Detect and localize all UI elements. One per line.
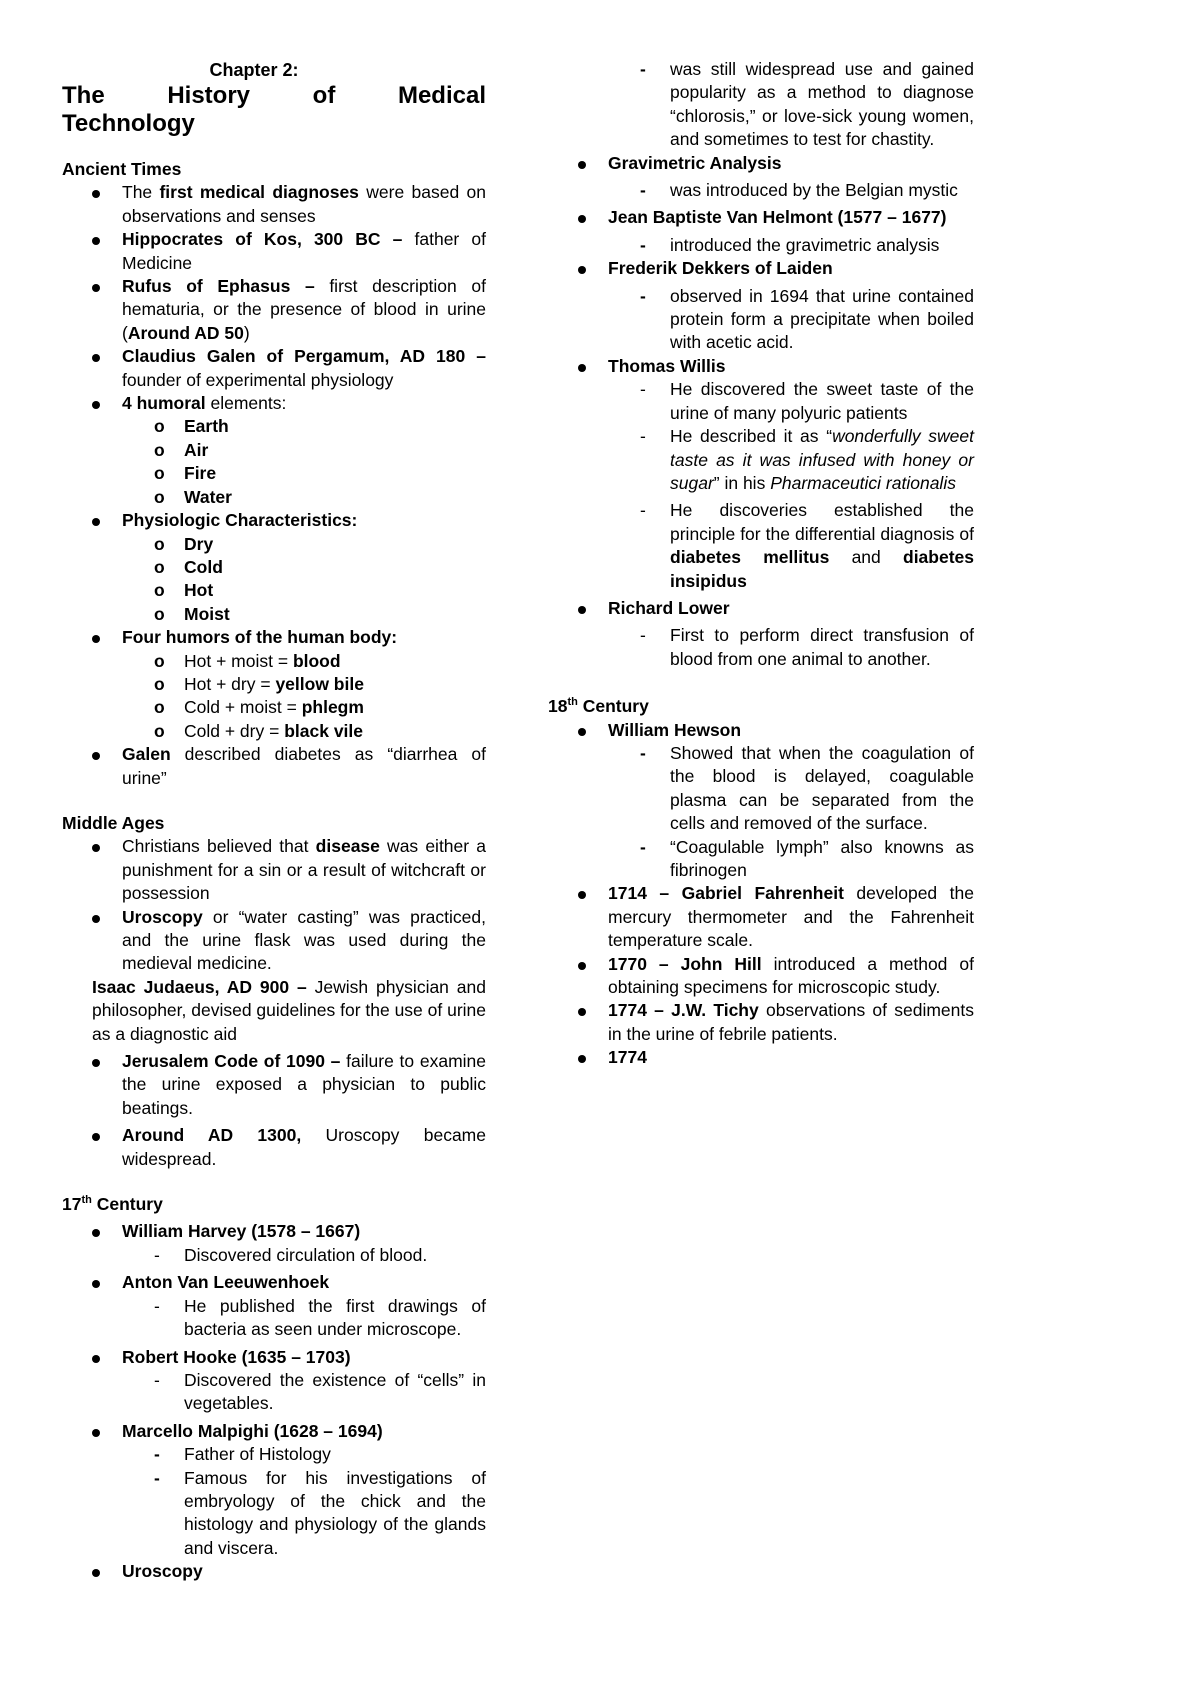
bullet-icon — [92, 1280, 100, 1288]
list-item: Jean Baptiste Van Helmont (1577 – 1677) — [548, 206, 974, 229]
list-item: Robert Hooke (1635 – 1703) — [62, 1346, 486, 1369]
bullet-icon — [92, 1429, 100, 1437]
dash-list-item: - He published the first drawings of bacteria as seen under microscope. — [154, 1295, 486, 1340]
dash-list-item: - Discovered circulation of blood. — [154, 1244, 428, 1265]
dash-list-item: - First to perform direct transfusion of blood from one animal to another. — [640, 625, 974, 669]
section-heading-18th-century: 18th Century — [548, 696, 649, 717]
list-item: Hippocrates of Kos, 300 BC – father of Medicine — [62, 228, 486, 275]
sub-list-item: o Cold + dry = black vile — [154, 720, 364, 741]
list-item: Gravimetric Analysis — [548, 152, 974, 175]
dash-list-item: - Discovered the existence of “cells” in vegetables. — [154, 1369, 486, 1414]
list-item: 4 humoral elements: — [62, 392, 486, 415]
list-item: Four humors of the human body: — [62, 626, 486, 649]
list-item: Anton Van Leeuwenhoek — [62, 1271, 486, 1294]
dash-list-item: - Famous for his investigations of embryology of the chick and the histology and physiology of the glands and viscera. — [154, 1467, 486, 1558]
right-column — [548, 58, 974, 1070]
sub-list-item: o Dry — [154, 533, 214, 554]
list-item: Around AD 1300, Uroscopy became widespread. — [62, 1124, 486, 1171]
bullet-icon — [92, 1229, 100, 1237]
bullet-icon — [92, 1059, 100, 1067]
list-item: 1770 – John Hill introduced a method of obtaining specimens for microscopic study. — [548, 953, 974, 1000]
sub-list-item: o Cold — [154, 556, 223, 577]
list-item: Uroscopy — [62, 1560, 486, 1583]
bullet-icon — [578, 1008, 586, 1016]
dash-list-item: - He discovered the sweet taste of the urine of many polyuric patients — [640, 379, 974, 423]
bullet-icon — [92, 752, 100, 760]
list-item: William Harvey (1578 – 1667) — [62, 1220, 486, 1243]
bullet-icon — [578, 728, 586, 736]
bullet-icon — [92, 237, 100, 245]
bullet-icon — [92, 1133, 100, 1141]
dash-list-item: - Showed that when the coagulation of the blood is delayed, coagulable plasma can be separated from the cells and removed of the surface. — [640, 742, 974, 834]
sub-list-item: o Water — [154, 486, 232, 507]
list-item: Rufus of Ephasus – first description of hematuria, or the presence of blood in urine (Around AD 50) — [62, 275, 486, 345]
list-item: Christians believed that disease was either a punishment for a sin or a result of witchcraft or possession — [62, 835, 486, 905]
sub-list-item: o Hot — [154, 580, 214, 601]
list-item: 1714 – Gabriel Fahrenheit developed the mercury thermometer and the Fahrenheit temperature scale. — [548, 882, 974, 952]
bullet-icon — [92, 284, 100, 292]
dash-list-item: - “Coagulable lymph” also knowns as fibrinogen — [640, 836, 974, 880]
bullet-icon — [92, 401, 100, 409]
bullet-icon — [92, 915, 100, 923]
section-heading-ancient: Ancient Times — [62, 159, 182, 179]
list-item: 1774 – J.W. Tichy observations of sediments in the urine of febrile patients. — [548, 999, 974, 1046]
section-heading-17th-century: 17th Century — [62, 1194, 163, 1215]
dash-list-item: - was introduced by the Belgian mystic — [640, 180, 958, 201]
list-item: Physiologic Characteristics: — [62, 509, 486, 532]
chapter-title-line2: Technology — [62, 110, 195, 137]
list-item: Thomas Willis — [548, 355, 974, 378]
bullet-icon — [578, 364, 586, 372]
bullet-icon — [578, 1055, 586, 1063]
sub-list-item: o Moist — [154, 603, 230, 624]
dash-list-item: - was still widespread use and gained popularity as a method to diagnose “chlorosis,” or love-sick young women, and sometimes to test for chastity. — [640, 59, 974, 150]
list-item: Richard Lower — [548, 597, 974, 620]
dash-list-item: - Father of Histology — [154, 1444, 331, 1465]
dash-list-item: - He described it as “wonderfully sweet taste as it was infused with honey or sugar” in his Pharmaceutici rationalis — [640, 426, 974, 493]
dash-list-item: - He discoveries established the principle for the differential diagnosis of diabetes mellitus and diabetes insipidus — [640, 500, 974, 591]
list-item: Marcello Malpighi (1628 – 1694) — [62, 1420, 486, 1443]
sub-list-item: o Cold + moist = phlegm — [154, 697, 364, 718]
dash-list-item: - observed in 1694 that urine contained protein form a precipitate when boiled with acetic acid. — [640, 285, 974, 353]
list-item: Uroscopy or “water casting” was practiced, and the urine flask was used during the medieval medicine. — [62, 906, 486, 976]
bullet-icon — [92, 635, 100, 643]
paragraph: Isaac Judaeus, AD 900 – Jewish physician and philosopher, devised guidelines for the use of urine as a diagnostic aid — [92, 976, 487, 1044]
list-item: Frederik Dekkers of Laiden — [548, 257, 974, 280]
bullet-icon — [92, 1355, 100, 1363]
bullet-icon — [92, 190, 100, 198]
bullet-icon — [578, 891, 586, 899]
bullet-icon — [578, 215, 586, 223]
bullet-icon — [92, 844, 100, 852]
list-item: Galen described diabetes as “diarrhea of urine” — [62, 743, 486, 790]
bullet-icon — [92, 1569, 100, 1577]
list-item: The first medical diagnoses were based on observations and senses — [62, 181, 486, 228]
bullet-icon — [92, 354, 100, 362]
bullet-icon — [578, 962, 586, 970]
chapter-title-line1: The History of Medical — [62, 82, 486, 109]
sub-list-item: o Hot + dry = yellow bile — [154, 673, 364, 694]
sub-list-item: o Fire — [154, 463, 217, 484]
sub-list-item: o Air — [154, 439, 209, 460]
list-item: Claudius Galen of Pergamum, AD 180 – founder of experimental physiology — [62, 345, 486, 392]
sub-list-item: o Earth — [154, 416, 229, 437]
list-item: Jerusalem Code of 1090 – failure to examine the urine exposed a physician to public beatings. — [62, 1050, 486, 1120]
sub-list-item: o Hot + moist = blood — [154, 650, 341, 671]
list-item: William Hewson — [548, 719, 974, 742]
bullet-icon — [578, 161, 586, 169]
dash-list-item: - introduced the gravimetric analysis — [640, 234, 940, 255]
bullet-icon — [92, 518, 100, 526]
list-item: 1774 — [548, 1046, 974, 1069]
bullet-icon — [578, 266, 586, 274]
bullet-icon — [578, 606, 586, 614]
chapter-label: Chapter 2: — [209, 60, 299, 80]
section-heading-middle-ages: Middle Ages — [62, 812, 165, 833]
left-column — [62, 58, 486, 1584]
